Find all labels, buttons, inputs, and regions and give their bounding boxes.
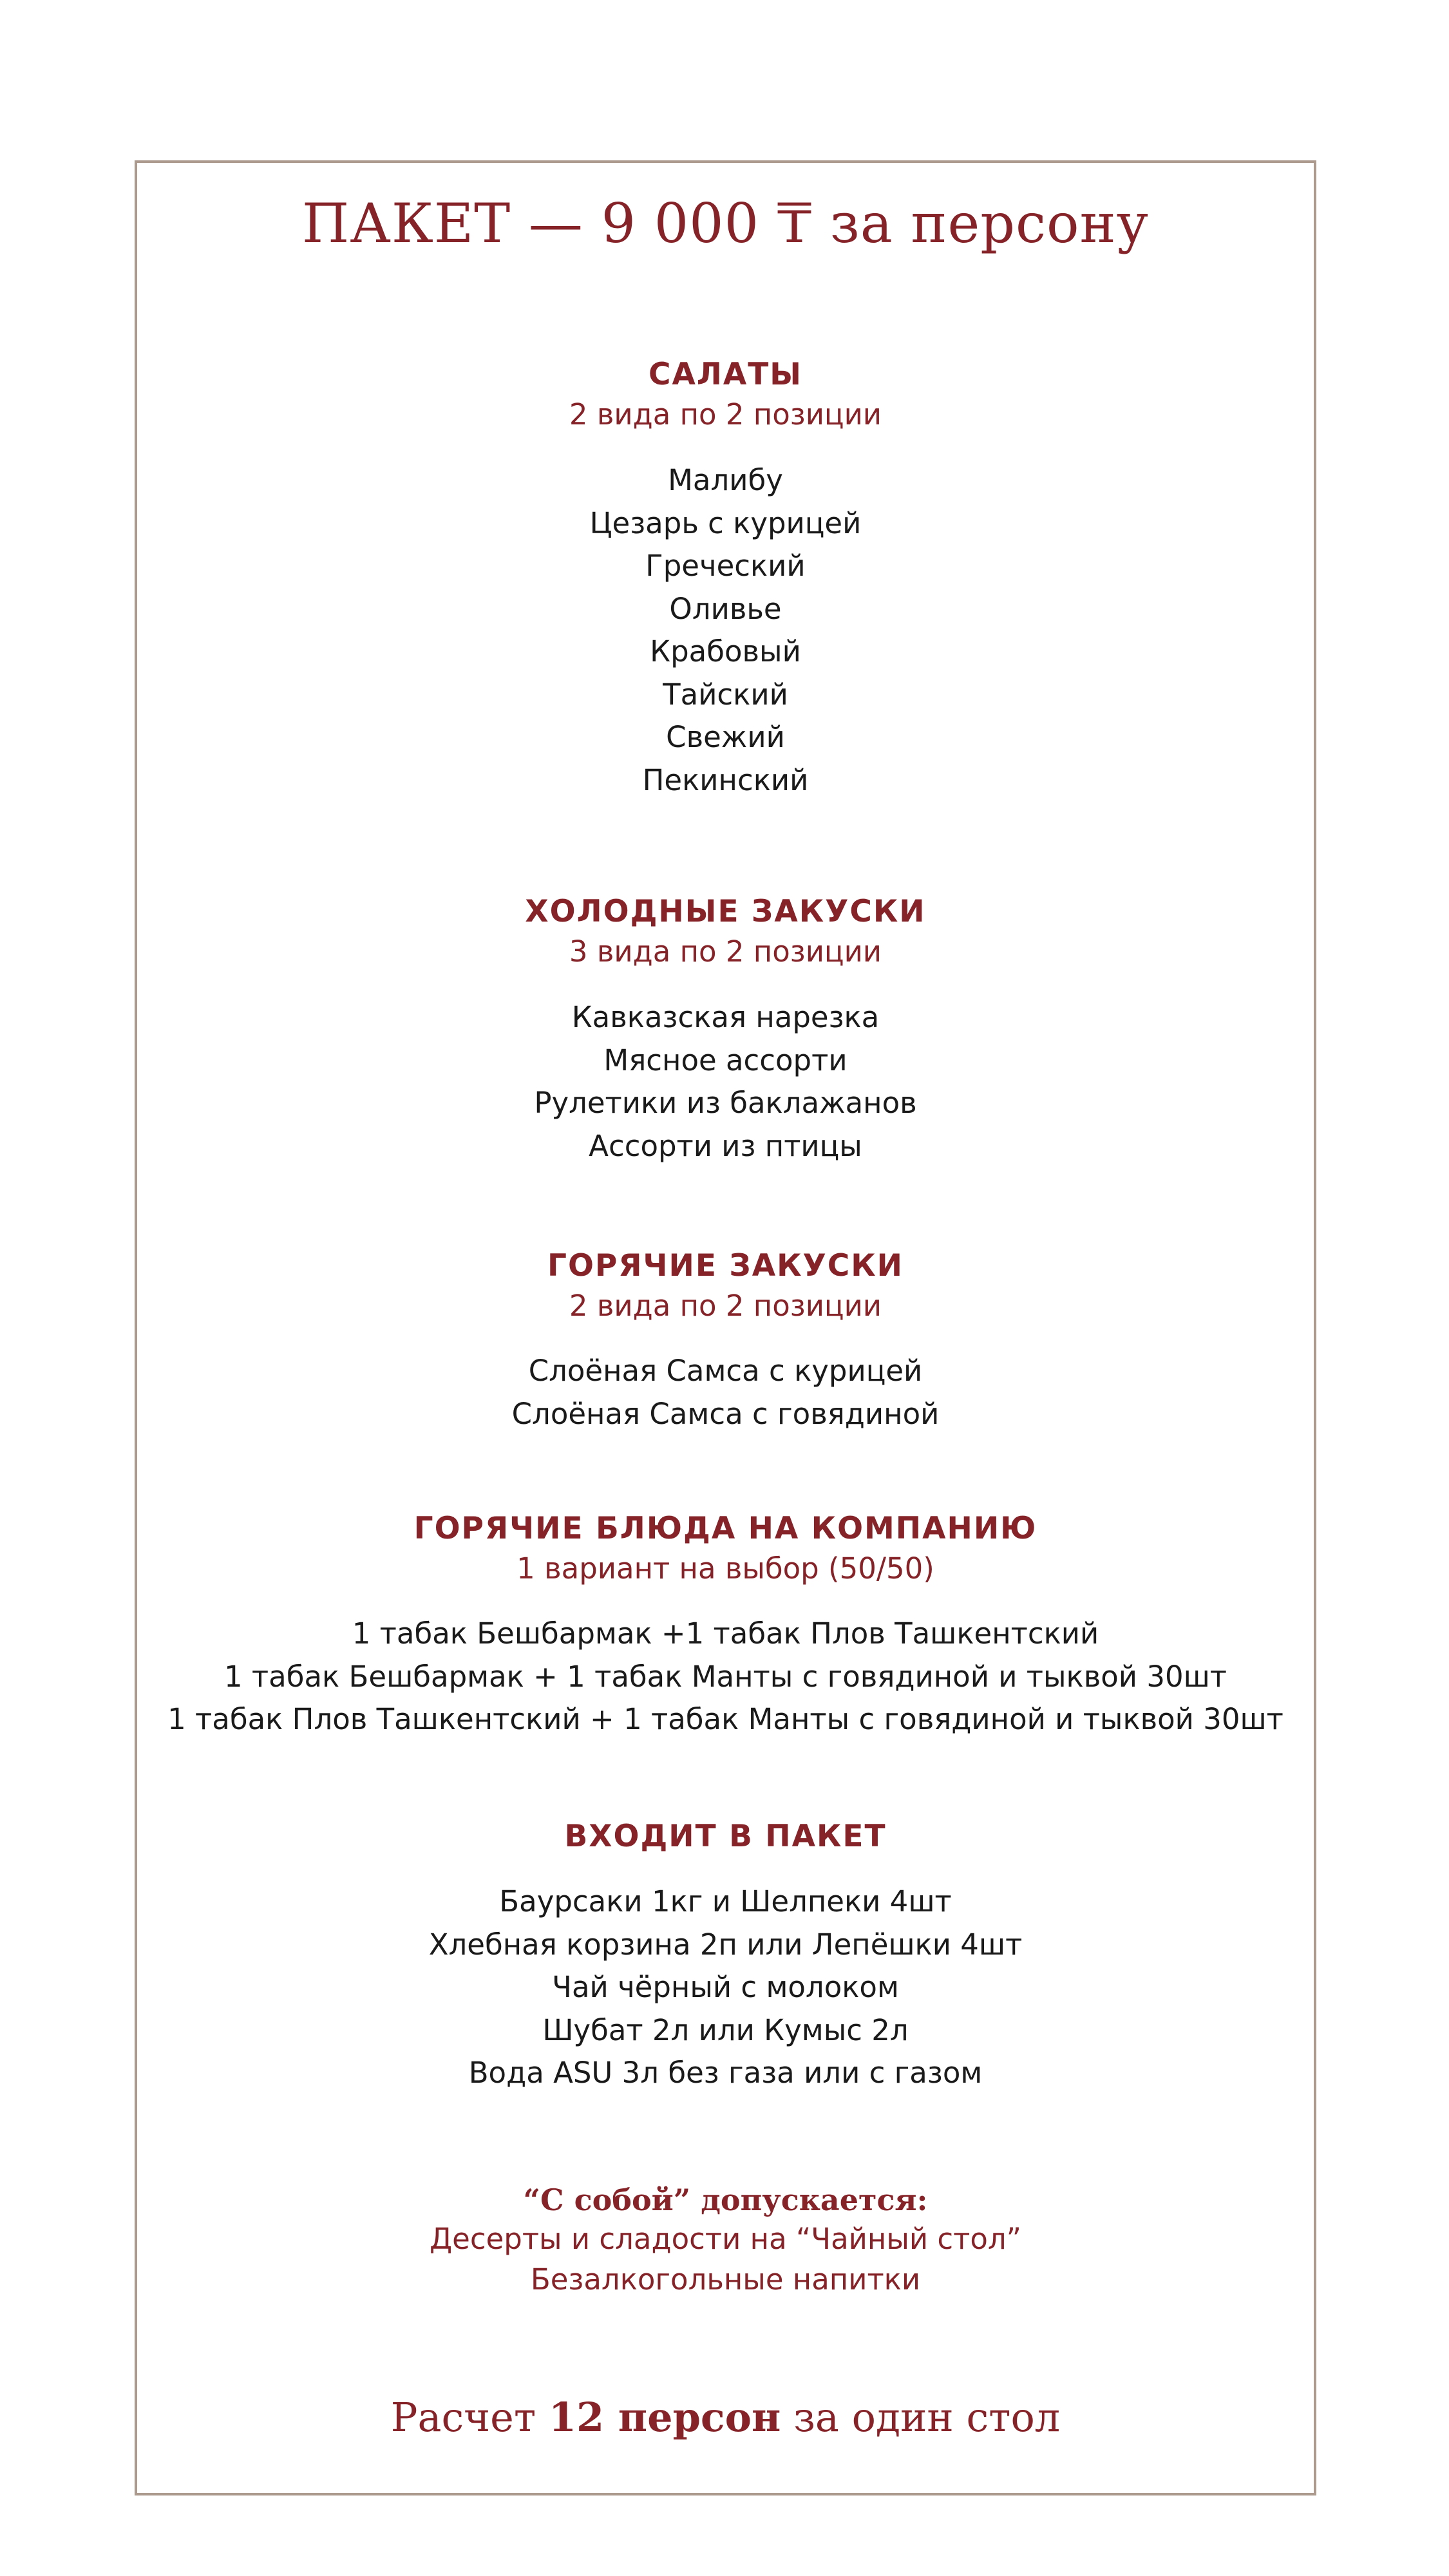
list-item: Кавказская нарезка [571,1000,880,1034]
list-item: Пекинский [642,762,809,797]
list-item: Чай чёрный с молоком [552,1970,899,2004]
list-item: Вода ASU 3л без газа или с газом [468,2056,983,2090]
list-item: Слоёная Самса с курицей [528,1354,923,1388]
footer-prefix: Расчет [390,2394,549,2441]
list-item: 1 табак Бешбармак +1 табак Плов Ташкентский [352,1616,1099,1651]
list-item: Тайский [663,677,788,712]
footer-suffix: за один стол [781,2394,1061,2441]
package-title: ПАКЕТ — 9 000 ₸ за персону [301,192,1150,255]
section-items-cold-appetizers [135,996,1316,1168]
list-item: Греческий [645,549,806,583]
list-item: Малибу [668,463,783,497]
section-items-included [135,1880,1316,2095]
list-item: Крабовый [650,634,801,668]
list-item: Шубат 2л или Кумыс 2л [542,2012,909,2047]
list-item: Баурсаки 1кг и Шелпеки 4шт [499,1884,952,1918]
footer-persons: 12 персон [548,2394,781,2441]
bring-your-own-line: Безалкогольные напитки [530,2262,921,2297]
list-item: 1 табак Бешбармак + 1 табак Манты с говядиной и тыквой 30шт [224,1659,1227,1694]
list-item: 1 табак Плов Ташкентский + 1 табак Манты с говядиной и тыквой 30шт [167,1702,1283,1736]
section-heading-hot-dishes: ГОРЯЧИЕ БЛЮДА НА КОМПАНИЮ [413,1511,1037,1546]
list-item: Рулетики из баклажанов [534,1086,917,1120]
section-subtitle-salads: 2 вида по 2 позиции [569,397,882,431]
list-item: Свежий [666,720,785,754]
list-item: Ассорти из птицы [589,1128,862,1163]
section-heading-hot-appetizers: ГОРЯЧИЕ ЗАКУСКИ [547,1248,904,1283]
section-subtitle-hot-dishes: 1 вариант на выбор (50/50) [516,1551,934,1586]
list-item: Мясное ассорти [603,1043,848,1077]
bring-your-own-line: Десерты и сладости на “Чайный стол” [429,2222,1021,2256]
list-item: Хлебная корзина 2п или Лепёшки 4шт [428,1927,1023,1962]
list-item: Слоёная Самса с говядиной [511,1396,940,1431]
section-subtitle-cold-appetizers: 3 вида по 2 позиции [569,934,882,969]
section-items-salads [135,459,1316,802]
footer-calculation [135,2392,1316,2443]
section-items-hot-appetizers [135,1350,1316,1435]
section-heading-salads: САЛАТЫ [648,357,803,392]
section-heading-cold-appetizers: ХОЛОДНЫЕ ЗАКУСКИ [525,894,926,929]
section-heading-included: ВХОДИТ В ПАКЕТ [564,1819,887,1854]
bring-your-own-heading: “С собой” допускается: [523,2183,928,2217]
list-item: Цезарь с курицей [589,506,862,540]
section-subtitle-hot-appetizers: 2 вида по 2 позиции [569,1289,882,1323]
list-item: Оливье [669,591,782,626]
section-items-hot-dishes [135,1613,1316,1741]
